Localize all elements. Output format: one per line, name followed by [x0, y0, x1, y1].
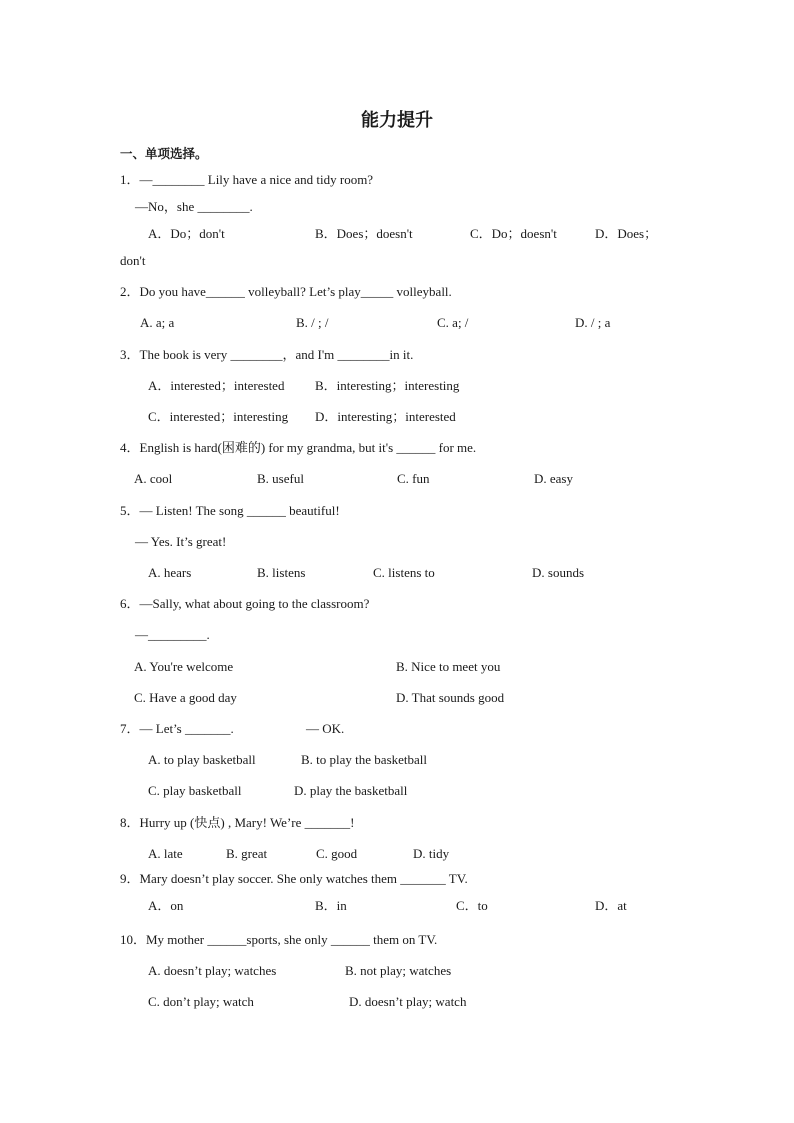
- option-c[interactable]: C. play basketball: [148, 783, 242, 798]
- option-d[interactable]: D. / ; a: [575, 315, 611, 330]
- option-b[interactable]: B. not play; watches: [345, 963, 452, 978]
- option-b[interactable]: B．in: [315, 898, 347, 913]
- question-response: — OK.: [306, 721, 345, 736]
- option-d[interactable]: D. tidy: [413, 846, 450, 861]
- option-d-wrap: don't: [120, 253, 146, 268]
- option-b[interactable]: B. Nice to meet you: [396, 659, 501, 674]
- option-a[interactable]: A．on: [148, 898, 184, 913]
- option-c[interactable]: C．Do；doesn't: [470, 226, 557, 241]
- option-c[interactable]: C. fun: [397, 471, 430, 486]
- option-d[interactable]: D．Does；: [595, 226, 658, 241]
- option-a[interactable]: A. a; a: [140, 315, 175, 330]
- question-stem: 1．—________ Lily have a nice and tidy room?: [120, 172, 374, 187]
- option-a[interactable]: A. cool: [134, 471, 173, 486]
- option-c[interactable]: C. listens to: [373, 565, 435, 580]
- option-a[interactable]: A．Do；don't: [148, 226, 225, 241]
- question-stem: 7．— Let’s _______.: [120, 721, 234, 736]
- option-c[interactable]: C. don’t play; watch: [148, 994, 254, 1009]
- option-a[interactable]: A. late: [148, 846, 183, 861]
- section-heading: 一、单项选择。: [120, 146, 208, 161]
- page-title: 能力提升: [361, 110, 433, 131]
- option-a[interactable]: A．interested；interested: [148, 378, 285, 393]
- question-response: —No，she ________.: [135, 199, 253, 214]
- option-d[interactable]: D. That sounds good: [396, 690, 505, 705]
- option-d[interactable]: D．at: [595, 898, 627, 913]
- question-stem: 8．Hurry up (快点) , Mary! We’re _______!: [120, 815, 355, 830]
- option-b[interactable]: B. great: [226, 846, 268, 861]
- question-stem: 5．— Listen! The song ______ beautiful!: [120, 503, 340, 518]
- option-a[interactable]: A. You're welcome: [134, 659, 234, 674]
- option-d[interactable]: D. play the basketball: [294, 783, 408, 798]
- option-d[interactable]: D. doesn’t play; watch: [349, 994, 467, 1009]
- question-stem: 10．My mother ______sports, she only ______ them on TV.: [120, 932, 438, 947]
- question-response: —_________.: [135, 627, 210, 642]
- option-c[interactable]: C. good: [316, 846, 358, 861]
- option-c[interactable]: C. Have a good day: [134, 690, 237, 705]
- option-b[interactable]: B. useful: [257, 471, 304, 486]
- option-a[interactable]: A. doesn’t play; watches: [148, 963, 277, 978]
- question-stem: 6．—Sally, what about going to the classroom?: [120, 596, 370, 611]
- option-b[interactable]: B. / ; /: [296, 315, 329, 330]
- option-a[interactable]: A. to play basketball: [148, 752, 256, 767]
- question-response: — Yes. It’s great!: [135, 534, 227, 549]
- option-d[interactable]: D．interesting；interested: [315, 409, 456, 424]
- option-c[interactable]: C．to: [456, 898, 488, 913]
- option-b[interactable]: B. listens: [257, 565, 306, 580]
- option-a[interactable]: A. hears: [148, 565, 192, 580]
- question-stem: 3．The book is very ________，and I'm ________in it.: [120, 347, 414, 362]
- option-c[interactable]: C．interested；interesting: [148, 409, 289, 424]
- option-d[interactable]: D. sounds: [532, 565, 585, 580]
- option-b[interactable]: B．interesting；interesting: [315, 378, 460, 393]
- option-c[interactable]: C. a; /: [437, 315, 469, 330]
- question-stem: 2．Do you have______ volleyball? Let’s play_____ volleyball.: [120, 284, 452, 299]
- question-stem: 9．Mary doesn’t play soccer. She only watches them _______ TV.: [120, 871, 468, 886]
- option-b[interactable]: B. to play the basketball: [301, 752, 428, 767]
- question-stem: 4．English is hard(困难的) for my grandma, but it's ______ for me.: [120, 440, 477, 455]
- option-b[interactable]: B．Does；doesn't: [315, 226, 413, 241]
- option-d[interactable]: D. easy: [534, 471, 573, 486]
